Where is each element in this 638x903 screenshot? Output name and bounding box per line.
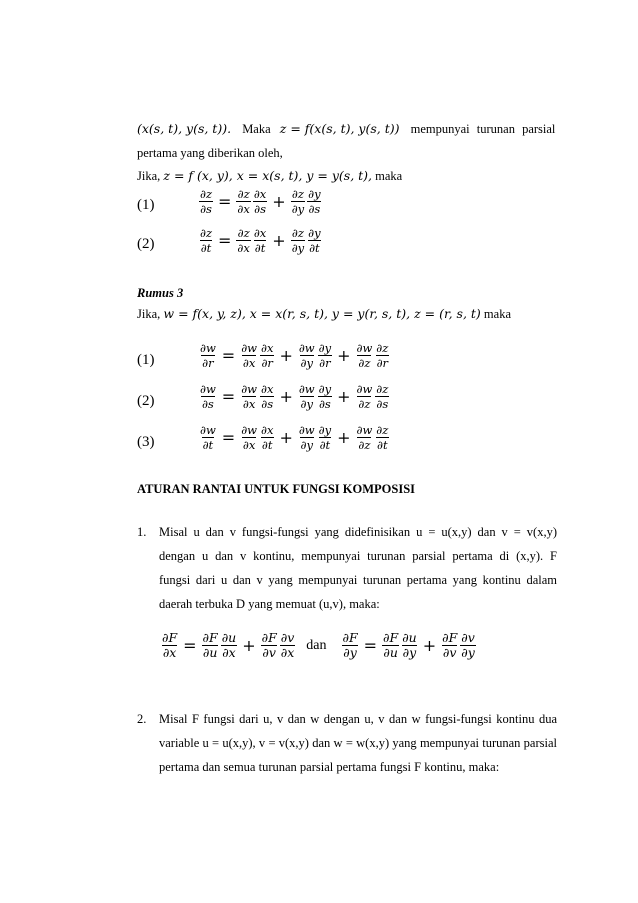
equation-dw-dt: $\frac{\partial w}{\partial t}$ = $\frac{\partial w}{\partial x}$ ∂x ∂t + $\frac{\partial w}{\partial y}$ ∂y ∂t + $\frac{\partial w}{\partial z}$ ∂z ∂t xyxy=(200,423,389,452)
item-2-line-3: pertama dan semua turunan parsial pertama fungsi F kontinu, maka: xyxy=(159,760,500,774)
equation-dw-dr: $\frac{\partial w}{\partial r}$ = $\frac{\partial w}{\partial x}$ ∂x ∂r + $\frac{\partial w}{\partial y}$ ∂y ∂r + $\frac{\partial w}{\partial z}$ ∂z ∂r xyxy=(200,341,389,370)
item-2-line-2: variable u = u(x,y), v = v(x,y) dan w = w(x,y) yang mempunyai turunan parsial xyxy=(159,736,557,750)
equation-label: (2) xyxy=(137,393,155,409)
item-1-line-4: daerah terbuka D yang memuat (u,v), maka: xyxy=(159,597,380,611)
equation-label: (1) xyxy=(137,352,155,368)
fraction: $\frac{\partial z}{\partial s}$ xyxy=(200,187,213,216)
item-1-line-2: dengan u dan v kontinu, mempunyai turunan parsial pertama di (x,y). F xyxy=(159,549,557,563)
equation-dw-ds: $\frac{\partial w}{\partial s}$ = $\frac{\partial w}{\partial x}$ ∂x ∂s + $\frac{\partial w}{\partial y}$ ∂y ∂s + $\frac{\partial w}{\partial z}$ ∂z ∂s xyxy=(200,382,389,411)
word-jika: Jika, xyxy=(137,307,161,321)
equation-dz-ds: $\frac{\partial z}{\partial s}$ = $\frac{\partial z}{\partial x}$ ∂x ∂s + $\frac{\partial z}{\partial y}$ ∂y ∂s xyxy=(200,187,321,216)
equation-label: (3) xyxy=(137,434,155,450)
item-2-line-1: Misal F fungsi dari u, v dan w dengan u, v dan w fungsi-fungsi kontinu dua xyxy=(159,712,557,726)
math-tuple: (x(s, t), y(s, t)). xyxy=(137,121,232,136)
word-maka: maka xyxy=(375,169,403,183)
list-number: 1. xyxy=(137,525,147,539)
text-line-2: pertama yang diberikan oleh, xyxy=(137,146,283,160)
equation-label: (1) xyxy=(137,197,155,213)
list-number: 2. xyxy=(137,712,147,726)
equation-dz-dt: $\frac{\partial z}{\partial t}$ = $\frac{\partial z}{\partial x}$ ∂x ∂t + $\frac{\partial z}{\partial y}$ ∂y ∂t xyxy=(200,226,321,255)
equation-label: (2) xyxy=(137,236,155,252)
text-mempunyai: mempunyai turunan parsial xyxy=(410,122,556,136)
word-maka: maka xyxy=(483,307,511,321)
text-line-3 xyxy=(137,168,402,184)
text-line-1 xyxy=(137,121,554,137)
math-definitions: w = f(x, y, z), x = x(r, s, t), y = y(r, s, t), z = (r, s, t) xyxy=(163,306,481,321)
equation-chain-rule-2var: $\frac{\partial F}{\partial x}$ = $\frac{\partial F}{\partial u}$ ∂u ∂x + $\frac{\partial F}{\partial v}$ ∂v ∂x dan $\frac{\partial F}{\partial y}$ = $\frac{\partial F}{\partial u}$ ∂u ∂y + $\frac{\partial F}{\partial v}$ ∂v ∂y xyxy=(162,630,475,660)
word-maka: Maka xyxy=(242,122,271,136)
item-1-line-1: Misal u dan v fungsi-fungsi yang didefinisikan u = u(x,y) dan v = v(x,y) xyxy=(159,525,557,539)
word-dan: dan xyxy=(306,637,327,653)
rumus-3-title: Rumus 3 xyxy=(137,286,184,300)
rumus-3-line xyxy=(137,306,511,322)
word-jika: Jika, xyxy=(137,169,161,183)
math-definitions: z = f (x, y), x = x(s, t), y = y(s, t), xyxy=(163,168,373,183)
math-composite: z = f(x(s, t), y(s, t)) xyxy=(279,121,400,136)
section-heading: ATURAN RANTAI UNTUK FUNGSI KOMPOSISI xyxy=(137,482,416,496)
item-1-line-3: fungsi dari u dan v yang mempunyai turunan pertama yang kontinu dalam xyxy=(159,573,557,587)
